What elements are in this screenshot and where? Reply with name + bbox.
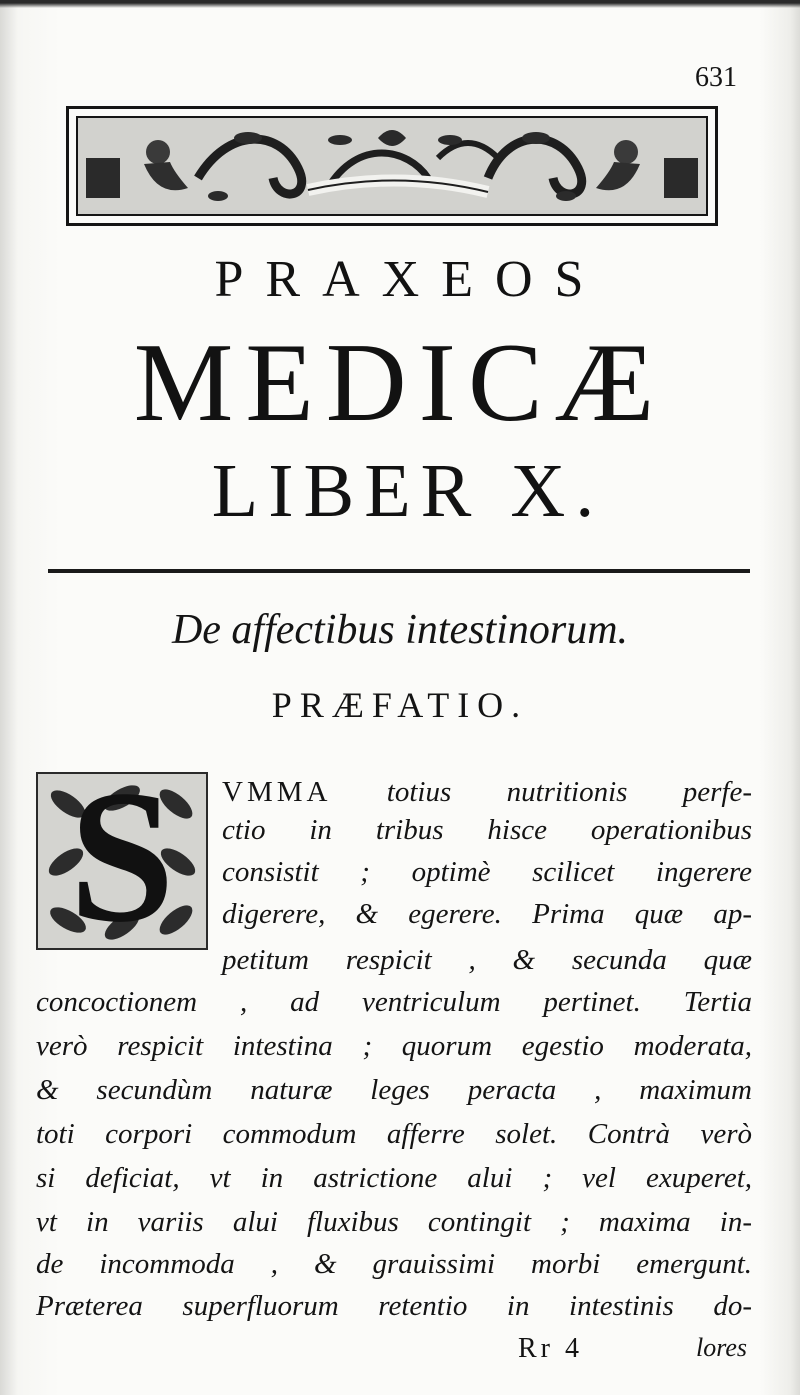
body-line-1 — [222, 776, 752, 809]
body-line-9: toti corpori commodum afferre solet. Contrà verò — [36, 1118, 752, 1150]
section-heading: PRÆFATIO. — [271, 685, 529, 725]
body-line-13: Præterea superfluorum retentio in intestinis do- — [36, 1290, 752, 1322]
title-line-medicae: MEDICÆ — [133, 321, 667, 445]
body-line-2: ctio in tribus hisce operationibus — [222, 814, 752, 846]
body-line-11: vt in variis alui fluxibus contingit ; maxima in- — [36, 1206, 752, 1238]
page-edge-shadow — [0, 0, 800, 8]
body-line-3: consistit ; optimè scilicet ingerere — [222, 856, 752, 888]
body-line-4: digerere, & egerere. Prima quæ ap- — [222, 898, 752, 930]
body-line-6: concoctionem , ad ventriculum pertinet. Tertia — [36, 986, 752, 1018]
title-line-praxeos: PRAXEOS — [214, 251, 606, 308]
signature-mark: Rr 4 — [518, 1333, 583, 1364]
chapter-subtitle: De affectibus intestinorum. — [171, 607, 629, 653]
opening-word: VMMA — [222, 776, 332, 808]
body-line-1-text: totius nutritionis perfe- — [386, 776, 752, 808]
floral-scroll-ornament-icon — [76, 116, 708, 216]
headpiece-ornament — [66, 106, 718, 226]
title-line-liber: LIBER X. — [211, 449, 605, 533]
ornament-drawing — [78, 118, 706, 210]
initial-letter: S — [69, 772, 175, 950]
body-line-8: & secundùm naturæ leges peracta , maximum — [36, 1074, 752, 1106]
decorated-initial-s-icon — [36, 772, 208, 950]
body-line-12: de incommoda , & grauissimi morbi emergunt. — [36, 1248, 752, 1280]
page-number: 631 — [695, 62, 737, 93]
title-rule — [48, 569, 750, 573]
catchword: lores — [696, 1333, 748, 1362]
body-line-10: si deficiat, vt in astrictione alui ; vel exuperet, — [36, 1162, 752, 1194]
body-line-7: verò respicit intestina ; quorum egestio moderata, — [36, 1030, 752, 1062]
body-line-5: petitum respicit , & secunda quæ — [222, 944, 752, 976]
